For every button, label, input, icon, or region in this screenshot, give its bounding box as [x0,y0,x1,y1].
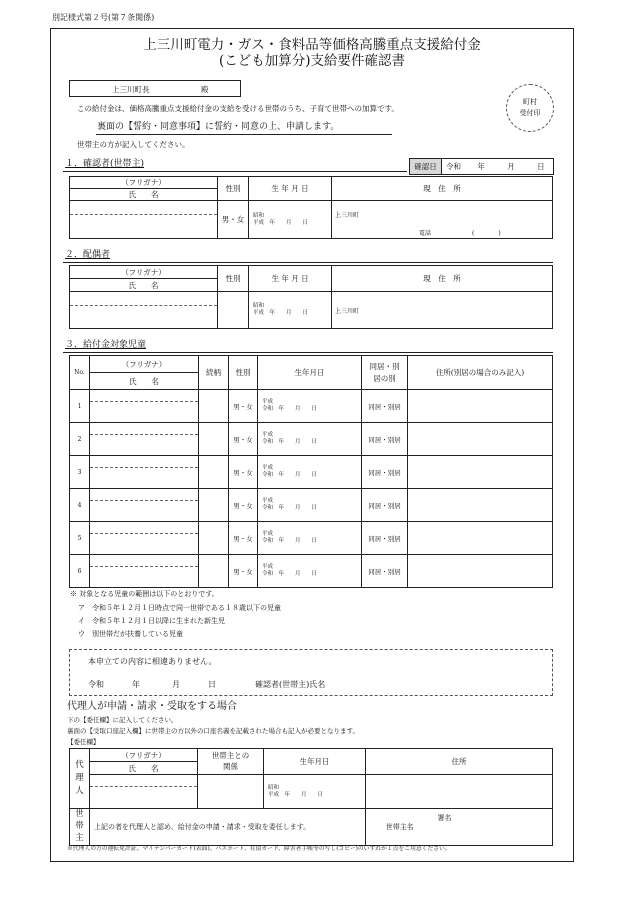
s2-name-input[interactable] [70,292,218,329]
s1-furigana-header: （フリガナ） [70,177,218,189]
child-era1: 平成 [262,399,274,406]
child-name-input[interactable] [90,390,199,423]
proxy-relation-l2: 関係 [223,761,238,771]
child-name-input[interactable] [90,522,199,555]
section1-title: １．確認者(世帯主) [65,159,145,169]
proxy-line1: 下の【委任欄】に記入してください。 [67,716,178,724]
s1-gender-header: 性別 [218,177,249,201]
declaration-text: 本申立ての内容に相違ありません。 [88,657,217,666]
child-era2: 令和 [262,505,274,511]
child-era1: 平成 [262,498,274,505]
footer-note: ※代理人の方の運転免許証、マイナンバーカード(表面)、パスポート、在留カード、障害者手帳等の写し(コピー)のいずれか１点をご用意ください。 [67,846,451,852]
child-era1: 平成 [262,432,274,439]
child-address-input[interactable] [408,489,553,522]
child-birth-input[interactable] [258,489,362,522]
head-char3: 主 [75,832,84,843]
child-name-input[interactable] [90,423,199,456]
proxy-relation-input[interactable] [198,775,264,809]
s3-address-header: 住所(別居の場合のみ記入) [408,356,553,390]
proxy-line2: 裏面の【受取口座記入欄】に世帯主の方以外の口座名義を記載された場合も記入が必要となります。 [67,727,359,735]
honorific: 殿 [201,85,209,94]
child-cohabit-select[interactable]: 同居・別居 [362,390,408,423]
s2-ymd: 年 月 日 [269,310,309,316]
proxy-birth-input[interactable] [264,775,366,809]
pledge-text: 裏面の【誓約・同意事項】に誓約・同意の上、申請します。 [97,122,340,132]
child-cohabit-select[interactable]: 同居・別居 [362,456,408,489]
child-row [70,423,553,456]
confirm-date-day: 日 [537,162,545,171]
child-address-input[interactable] [408,522,553,555]
s2-birth-header: 生 年 月 日 [249,266,332,292]
s2-birth-input[interactable] [249,292,332,329]
section3-underline [63,352,553,353]
s2-furigana-header: （フリガナ） [70,266,218,279]
proxy-heading: 代理人が申請・請求・受取をする場合 [67,701,237,712]
child-birth-input[interactable] [258,555,362,588]
declaration-day: 日 [208,680,216,689]
child-row [70,456,553,489]
proxy-table [69,748,553,846]
agent-char2: 理 [75,773,84,784]
child-gender-select[interactable]: 男・女 [229,555,258,588]
intro-text: この給付金は、価格高騰重点支援給付金の支給を受ける世帯のうち、子育て世帯への加算です。 [77,104,399,113]
s1-birth-input[interactable] [249,201,332,239]
child-cohabit-select[interactable]: 同居・別居 [362,522,408,555]
s1-birth-header: 生 年 月 日 [249,177,332,201]
child-row [70,555,553,588]
child-relation-input[interactable] [199,390,229,423]
proxy-name-header: 氏 名 [90,762,198,775]
child-era1: 平成 [262,564,274,571]
agent-char1: 代 [75,760,84,771]
child-row-no: 6 [70,555,90,588]
section3-table [69,355,553,588]
delegation-text: 上記の者を代理人と認め、給付金の申請・請求・受取を委任します。 [90,809,366,846]
child-address-input[interactable] [408,423,553,456]
proxy-era2: 平成 [268,791,280,798]
declaration-era: 令和 [88,680,104,689]
proxy-ymd: 年 月 日 [284,791,324,798]
child-ymd: 年 月 日 [278,538,318,544]
s2-gender-header: 性別 [218,266,249,292]
s1-town: 上三川町 [335,212,360,219]
head-signature-input[interactable] [434,809,553,846]
child-row-no: 4 [70,489,90,522]
section2-underline [63,262,553,263]
child-relation-input[interactable] [199,423,229,456]
s2-address-header: 現 住 所 [332,266,553,292]
agent-char3: 人 [75,785,84,796]
s1-ymd: 年 月 日 [269,219,309,226]
declaration-box [69,649,553,696]
proxy-address-input[interactable] [366,775,553,809]
child-ymd: 年 月 日 [278,571,318,577]
child-birth-input[interactable] [258,423,362,456]
proxy-relation-l1: 世帯主との [211,751,250,760]
declaration-year: 年 [132,680,140,689]
child-cohabit-select[interactable]: 同居・別居 [362,555,408,588]
instruction-text: 世帯主の方が記入してください。 [77,140,190,149]
child-era1: 平成 [262,465,274,472]
declaration-signer: 確認者(世帯主)氏名 [255,680,326,689]
child-gender-select[interactable]: 男・女 [229,456,258,489]
child-birth-input[interactable] [258,456,362,489]
section1-table [69,176,553,239]
s1-address-input[interactable] [332,201,553,239]
s2-gender-input[interactable] [218,292,249,329]
child-name-input[interactable] [90,456,199,489]
child-name-input[interactable] [90,489,199,522]
child-era2: 令和 [262,472,274,478]
proxy-name-input[interactable] [90,775,198,809]
s1-gender-select[interactable]: 男・女 [218,201,249,239]
child-relation-input[interactable] [199,555,229,588]
confirm-date-year: 年 [477,162,485,171]
proxy-address-header: 住所 [366,749,553,775]
s3-cohabit-header-l1: 同居・別 [369,362,400,372]
s1-name-header: 氏 名 [70,189,218,201]
s1-phone-label: 電話 [419,230,432,237]
section2-title: ２．配偶者 [65,250,111,260]
s3-furigana-header: （フリガナ） [90,356,199,373]
section2-table [69,265,553,329]
s2-address-input[interactable] [332,292,553,329]
child-row-no: 5 [70,522,90,555]
confirm-date-box [409,158,554,175]
child-address-input[interactable] [408,456,553,489]
child-row-no: 3 [70,456,90,489]
child-gender-select[interactable]: 男・女 [229,423,258,456]
head-char1: 世 [75,809,84,819]
s3-relation-header: 続柄 [199,356,229,390]
s1-address-header: 現 住 所 [332,177,553,201]
child-cohabit-select[interactable]: 同居・別居 [362,423,408,456]
confirm-date-era: 令和 [446,162,461,171]
child-name-input[interactable] [90,555,199,588]
confirm-date-label: 確認日 [410,159,442,175]
head-char2: 帯 [75,820,84,831]
stamp-line2: 受付印 [519,109,541,117]
child-era2: 令和 [262,571,274,577]
child-era2: 令和 [262,439,274,445]
child-relation-input[interactable] [199,456,229,489]
confirm-date-month: 月 [507,162,515,171]
child-cohabit-select[interactable]: 同居・別居 [362,489,408,522]
s2-town: 上三川町 [335,307,360,315]
s3-name-header: 氏 名 [90,373,199,390]
notes-header: ※ 対象となる児童の範囲は以下のとおりです。 [70,590,219,598]
child-row [70,390,553,423]
proxy-furigana-header: （フリガナ） [90,749,198,762]
s1-phone-paren: ( ) [472,230,501,237]
s3-cohabit-header-l2: 居の別 [373,373,396,383]
s2-era1: 昭和 [253,303,265,310]
form-number: 別記様式第２号(第７条関係) [52,13,155,22]
child-row-no: 1 [70,390,90,423]
child-era1: 平成 [262,531,274,538]
child-address-input[interactable] [408,390,553,423]
reception-stamp [506,84,554,132]
s2-name-header: 氏 名 [70,279,218,292]
proxy-era1: 昭和 [268,784,280,791]
child-relation-input[interactable] [199,489,229,522]
child-era2: 令和 [262,538,274,544]
note-i: イ 令和５年１２月１日以降に生まれた新生児 [78,617,225,625]
child-ymd: 年 月 日 [278,505,318,511]
section1-underline [63,171,407,172]
child-gender-select[interactable]: 男・女 [229,522,258,555]
s3-birth-header: 生年月日 [258,356,362,390]
s2-era2: 平成 [253,310,265,316]
s1-era1: 昭和 [253,212,265,219]
proxy-box-label: 【委任欄】 [67,738,100,746]
declaration-month: 月 [172,680,180,689]
stamp-line1: 町村 [523,98,537,106]
child-ymd: 年 月 日 [278,472,318,478]
addressee-box [69,80,241,97]
note-a: ア 令和５年１２月１日時点で同一世帯である１８歳以下の児童 [78,604,281,612]
child-address-input[interactable] [408,555,553,588]
child-ymd: 年 月 日 [278,406,318,412]
child-era2: 令和 [262,406,274,412]
s1-era2: 平成 [253,219,265,226]
child-birth-input[interactable] [258,390,362,423]
proxy-birth-header: 生年月日 [264,749,366,775]
child-relation-input[interactable] [199,522,229,555]
form-title-line1: 上三川町電力・ガス・食料品等価格高騰重点支援給付金 [143,37,481,53]
child-ymd: 年 月 日 [278,439,318,445]
s1-name-input[interactable] [70,201,218,239]
child-gender-select[interactable]: 男・女 [229,489,258,522]
note-u: ウ 別世帯だが扶養している児童 [78,630,183,638]
child-birth-input[interactable] [258,522,362,555]
addressee: 上三川町長 [112,85,150,94]
form-title-line2: (こども加算分)支給要件確認書 [218,53,406,69]
child-row [70,522,553,555]
pledge-underline [96,134,392,135]
child-gender-select[interactable]: 男・女 [229,390,258,423]
head-name-label: 世帯主名 [366,809,434,846]
seal-label: 署名 [437,814,452,822]
section3-title: ３．給付金対象児童 [65,340,147,350]
s3-no-header: No. [70,356,90,390]
child-row-no: 2 [70,423,90,456]
s3-gender-header: 性別 [229,356,258,390]
child-row [70,489,553,522]
child-rows [70,390,553,588]
